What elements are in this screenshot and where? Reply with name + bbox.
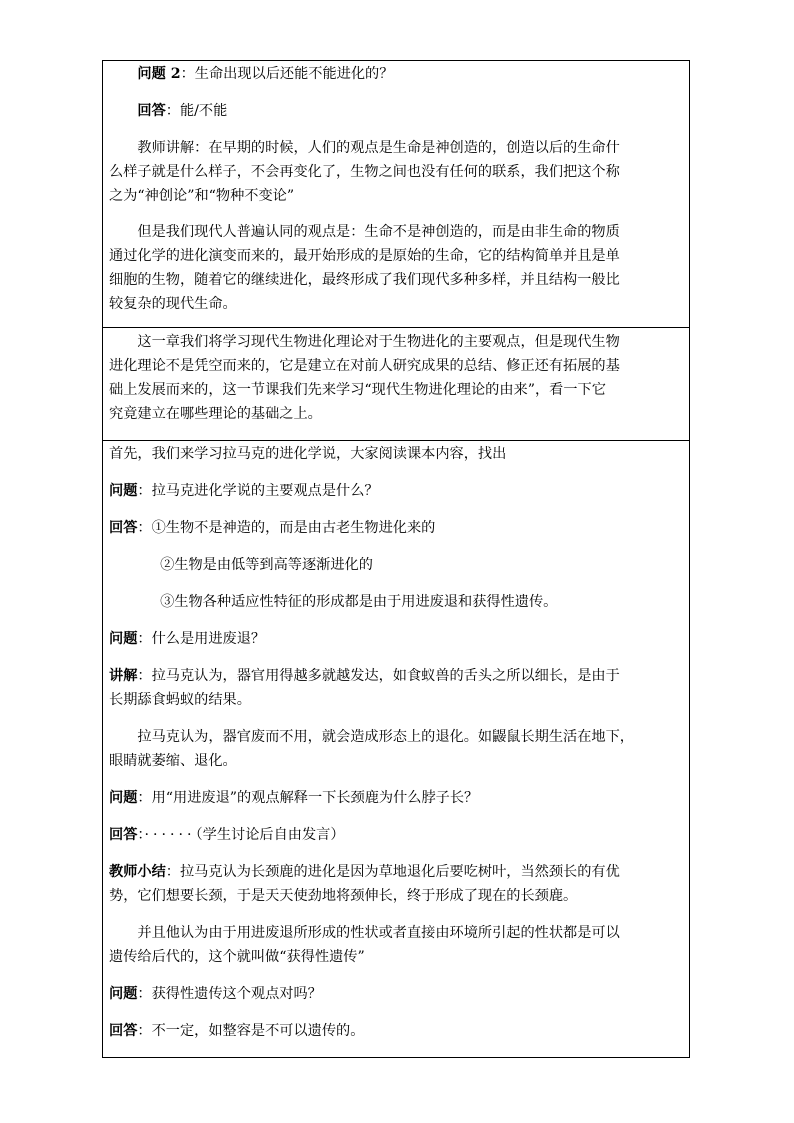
answer-lamarck-views xyxy=(109,516,683,540)
question-text: ：拉马克进化学说的主要观点是什么？ xyxy=(137,483,379,499)
question-use-disuse xyxy=(109,627,683,651)
lesson-table xyxy=(102,60,690,1058)
lamarck-intro: 首先，我们来学习拉马克的进化学说，大家阅读课本内容，找出 xyxy=(109,446,507,462)
answer xyxy=(109,99,683,123)
explanation-text: ：拉马克认为，器官用得越多就越发达，如食蚁兽的舌头之所以细长，是由于 xyxy=(137,668,620,684)
intro-line: 究竟建立在哪些理论的基础之上。 xyxy=(109,406,322,422)
modern-view-line: 但是我们现代人普遍认同的观点是：生命不是神创造的，而是由非生命的物质 xyxy=(137,224,620,240)
modern-view-line: 细胞的生物，随着它的继续进化，最终形成了我们现代多种多样，并且结构一般比 xyxy=(109,272,620,288)
question-acquired-inheritance xyxy=(109,982,683,1006)
question-2 xyxy=(109,62,683,86)
intro-line: 进化理论不是凭空而来的，它是建立在对前人研究成果的总结、修正还有拓展的基 xyxy=(109,358,620,374)
explanation-line: 长期舔食蚂蚁的结果。 xyxy=(109,692,251,708)
answer-label: 回答 xyxy=(137,103,166,119)
question-label: 问题 2 xyxy=(137,66,181,82)
section-introduction xyxy=(103,327,689,440)
modern-view-line: 通过化学的进化演变而来的，最开始形成的是原始的生命，它的结构简单并且是单 xyxy=(109,248,620,264)
answer-text: ：不一定，如整容是不可以遗传的。 xyxy=(137,1023,365,1039)
question-text: ：什么是用进废退？ xyxy=(137,631,266,647)
question-label: 问题 xyxy=(109,790,138,806)
answer-dots: ······ xyxy=(144,827,196,843)
inheritance-line: 遗传给后代的，这个就叫做“获得性遗传” xyxy=(109,949,365,965)
question-text: ：生命出现以后还能不能进化的？ xyxy=(180,66,394,82)
teacher-explanation-line: 么样子就是什么样子，不会再变化了，生物之间也没有任何的联系，我们把这个称 xyxy=(109,164,620,180)
explanation-line xyxy=(109,664,683,688)
summary-label: 教师小结 xyxy=(109,864,166,880)
question-lamarck-views xyxy=(109,479,683,503)
answer-item: ②生物是由低等到高等逐渐进化的 xyxy=(160,557,373,573)
answer-text: ：①生物不是神造的，而是由古老生物进化来的 xyxy=(137,520,436,536)
intro-line: 这一章我们将学习现代生物进化理论对于生物进化的主要观点，但是现代生物 xyxy=(137,334,620,350)
section-lamarck xyxy=(103,440,689,1057)
answer-acquired-inheritance xyxy=(109,1019,683,1043)
question-giraffe xyxy=(109,786,683,810)
question-label: 问题 xyxy=(109,483,138,499)
answer-text: ：能/不能 xyxy=(165,103,228,119)
disuse-line: 眼睛就萎缩、退化。 xyxy=(109,753,237,769)
summary-line xyxy=(109,860,683,884)
summary-text: ：拉马克认为长颈鹿的进化是因为草地退化后要吃树叶，当然颈长的有优 xyxy=(165,864,620,880)
teacher-explanation-line xyxy=(109,136,683,160)
answer-colon: ： xyxy=(137,827,145,843)
answer-item: ③生物各种适应性特征的形成都是由于用进废退和获得性遗传。 xyxy=(160,594,558,610)
question-text: ：用“用进废退”的观点解释一下长颈鹿为什么脖子长？ xyxy=(137,790,479,806)
summary-line: 势，它们想要长颈，于是天天使劲地将颈伸长，终于形成了现在的长颈鹿。 xyxy=(109,888,578,904)
question-label: 问题 xyxy=(109,986,138,1002)
inheritance-line: 并且他认为由于用进废退所形成的性状或者直接由环境所引起的性状都是可以 xyxy=(137,925,620,941)
teacher-label: 教师讲解 xyxy=(137,140,195,156)
disuse-line: 拉马克认为，器官废而不用，就会造成形态上的退化。如鼹鼠长期生活在地下， xyxy=(137,729,634,745)
answer-giraffe xyxy=(109,823,683,847)
explanation-label: 讲解 xyxy=(109,668,138,684)
question-label: 问题 xyxy=(109,631,138,647)
modern-view-line: 较复杂的现代生命。 xyxy=(109,296,237,312)
teacher-explanation-line: 之为“神创论”和“物种不变论” xyxy=(109,188,295,204)
answer-label: 回答 xyxy=(109,827,138,843)
answer-label: 回答 xyxy=(109,1023,138,1039)
answer-text: （学生讨论后自由发言） xyxy=(195,827,345,843)
answer-label: 回答 xyxy=(109,520,138,536)
question-text: ：获得性遗传这个观点对吗？ xyxy=(137,986,322,1002)
section-origin-of-life xyxy=(103,61,689,327)
intro-line: 础上发展而来的，这一节课我们先来学习“现代生物进化理论的由来”，看一下它 xyxy=(109,382,606,398)
teacher-text: ：在早期的时候，人们的观点是生命是神创造的，创造以后的生命什 xyxy=(194,140,620,156)
